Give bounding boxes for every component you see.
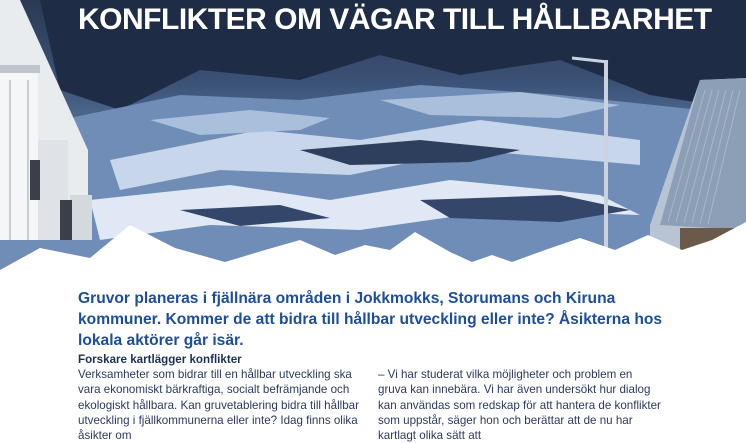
- right-column-body: – Vi har studerat vilka möjligheter och problem en gruva kan innebära. Vi har även undersökt hur dialog kan användas som redskap för att hantera de konflikter som uppstår, säger hon och berättar att de nu har kartlagt olika sätt att: [378, 368, 661, 443]
- left-column: [78, 352, 363, 443]
- right-column-spacer: [378, 352, 663, 367]
- left-column-body: Verksamheter som bidrar till en hållbar utveckling ska vara ekonomiskt bärkraftiga, socialt befrämjande och ekologiskt hållbara. Kan gruvetablering bidra till hållbar utveckling i fjällkommunerna eller inte? Idag finns olika åsikter om: [78, 368, 359, 443]
- lede-paragraph: Gruvor planeras i fjällnära områden i Jokkmokks, Storumans och Kiruna kommuner. Kommer de att bidra till hållbar utveckling eller inte? Åsikterna hos lokala aktörer går isär.: [78, 290, 663, 349]
- page-title: KONFLIKTER OM VÄGAR TILL HÅLLBARHET: [78, 3, 712, 36]
- section-heading: Forskare kartlägger konflikter: [78, 353, 242, 366]
- right-column: [378, 352, 663, 443]
